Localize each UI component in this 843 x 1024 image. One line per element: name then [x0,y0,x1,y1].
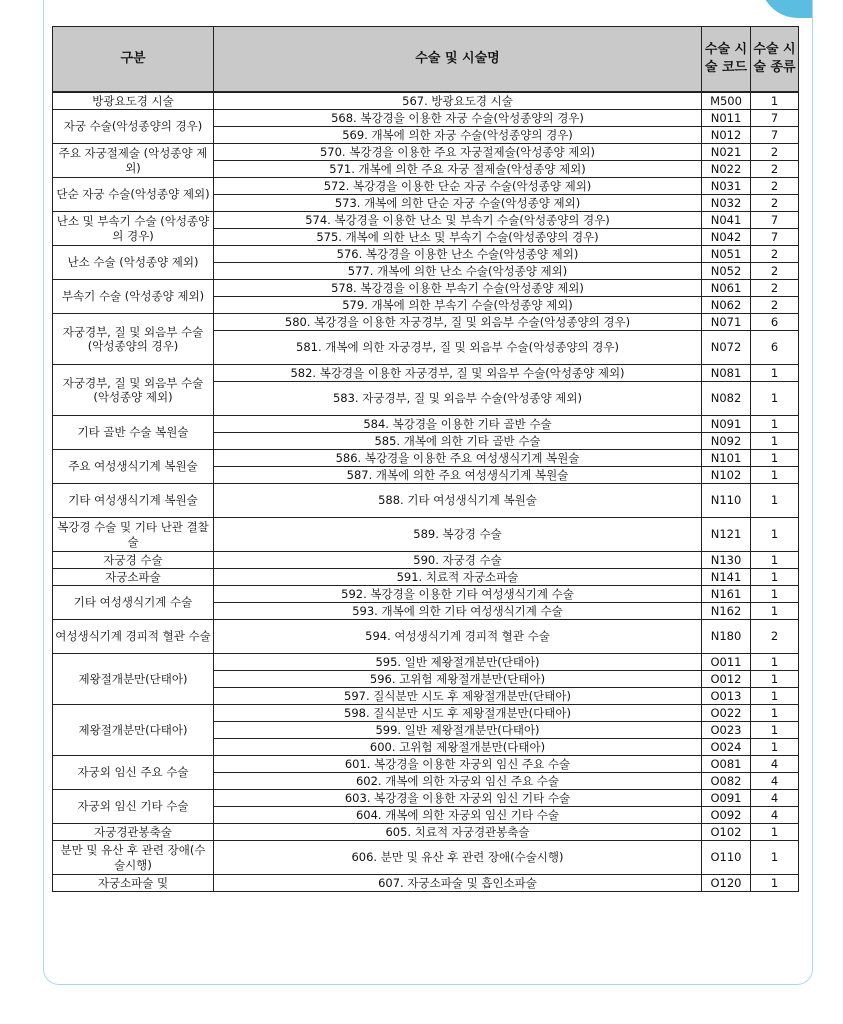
procedure-name-cell: 577. 개복에 의한 난소 수술(악성종양 제외) [214,263,702,280]
category-cell: 주요 여성생식기계 복원술 [53,450,214,484]
table-row [53,212,799,229]
category-cell: 자궁경 수술 [53,552,214,569]
procedure-kind-cell: 7 [751,212,799,229]
header-procedure-kind: 수술 시술 종류 [751,27,799,93]
procedure-kind-cell: 4 [751,756,799,773]
procedure-name-cell: 606. 분만 및 유산 후 관련 장애(수술시행) [214,841,702,875]
procedure-name-cell: 584. 복강경을 이용한 기타 골반 수술 [214,416,702,433]
category-cell: 자궁경부, 질 및 외음부 수술 (악성종양 제외) [53,365,214,416]
category-cell: 자궁경부, 질 및 외음부 수술 (악성종양의 경우) [53,314,214,365]
procedure-kind-cell: 1 [751,603,799,620]
procedure-kind-cell: 1 [751,484,799,518]
procedure-kind-cell: 1 [751,569,799,586]
procedure-name-cell: 570. 복강경을 이용한 주요 자궁절제술(악성종양 제외) [214,144,702,161]
procedure-code-cell: O012 [702,671,751,688]
procedure-code-cell: N051 [702,246,751,263]
procedure-code-cell: O102 [702,824,751,841]
procedure-code-cell: O082 [702,773,751,790]
category-cell: 자궁외 임신 기타 수술 [53,790,214,824]
table-row [53,569,799,586]
procedure-code-cell: O024 [702,739,751,756]
procedure-kind-cell: 1 [751,450,799,467]
procedure-name-cell: 581. 개복에 의한 자궁경부, 질 및 외음부 수술(악성종양의 경우) [214,331,702,365]
procedure-name-cell: 573. 개복에 의한 단순 자궁 수술(악성종양 제외) [214,195,702,212]
table-row [53,280,799,297]
table-row [53,756,799,773]
procedure-kind-cell: 2 [751,161,799,178]
procedure-code-cell: N011 [702,110,751,127]
procedure-code-cell: N102 [702,467,751,484]
table-row [53,484,799,518]
procedure-name-cell: 595. 일반 제왕절개분만(단태아) [214,654,702,671]
procedure-name-cell: 588. 기타 여성생식기계 복원술 [214,484,702,518]
procedure-code-cell: N092 [702,433,751,450]
table-row [53,620,799,654]
table-row [53,790,799,807]
procedure-name-cell: 576. 복강경을 이용한 난소 수술(악성종양 제외) [214,246,702,263]
procedure-kind-cell: 4 [751,790,799,807]
procedure-kind-cell: 1 [751,518,799,552]
category-cell: 주요 자궁절제술 (악성종양 제외) [53,144,214,178]
procedure-kind-cell: 1 [751,841,799,875]
procedure-code-cell: N042 [702,229,751,246]
procedure-code-cell: O091 [702,790,751,807]
procedure-kind-cell: 7 [751,110,799,127]
table-row [53,518,799,552]
category-cell: 복강경 수술 및 기타 난관 결찰술 [53,518,214,552]
procedure-code-cell: N062 [702,297,751,314]
procedure-name-cell: 607. 자궁소파술 및 흡인소파술 [214,875,702,892]
procedure-kind-cell: 1 [751,824,799,841]
procedure-code-cell: N022 [702,161,751,178]
procedure-name-cell: 601. 복강경을 이용한 자궁외 임신 주요 수술 [214,756,702,773]
procedure-name-cell: 605. 치료적 자궁경관봉축술 [214,824,702,841]
procedure-code-cell: N121 [702,518,751,552]
procedure-kind-cell: 2 [751,144,799,161]
procedure-code-cell: N071 [702,314,751,331]
table-row [53,705,799,722]
table-row [53,246,799,263]
procedure-kind-cell: 2 [751,246,799,263]
header-procedure-code: 수술 시술 코드 [702,27,751,93]
procedure-code-cell: N032 [702,195,751,212]
procedure-kind-cell: 4 [751,773,799,790]
procedure-code-cell: N101 [702,450,751,467]
category-cell: 자궁소파술 및 [53,875,214,892]
table-row [53,110,799,127]
category-cell: 기타 골반 수술 복원술 [53,416,214,450]
table-row [53,586,799,603]
category-cell: 제왕절개분만(다태아) [53,705,214,756]
category-cell: 단순 자궁 수술(악성종양 제외) [53,178,214,212]
procedure-name-cell: 571. 개복에 의한 주요 자궁 절제술(악성종양 제외) [214,161,702,178]
procedure-name-cell: 604. 개복에 의한 자궁외 임신 기타 수술 [214,807,702,824]
procedure-kind-cell: 6 [751,331,799,365]
procedure-name-cell: 596. 고위험 제왕절개분만(단태아) [214,671,702,688]
table-row [53,92,799,110]
procedure-code-cell: O023 [702,722,751,739]
procedure-code-cell: N180 [702,620,751,654]
table-row [53,416,799,433]
procedure-table [52,26,799,892]
category-cell: 제왕절개분만(단태아) [53,654,214,705]
procedure-kind-cell: 1 [751,382,799,416]
procedure-name-cell: 585. 개복에 의한 기타 골반 수술 [214,433,702,450]
procedure-name-cell: 587. 개복에 의한 주요 여성생식기계 복원술 [214,467,702,484]
procedure-code-cell: O110 [702,841,751,875]
procedure-name-cell: 599. 일반 제왕절개분만(다태아) [214,722,702,739]
category-cell: 부속기 수술 (악성종양 제외) [53,280,214,314]
procedure-code-cell: N041 [702,212,751,229]
procedure-name-cell: 598. 질식분만 시도 후 제왕절개분만(다태아) [214,705,702,722]
table-row [53,875,799,892]
procedure-kind-cell: 6 [751,314,799,331]
procedure-code-cell: N091 [702,416,751,433]
procedure-name-cell: 575. 개복에 의한 난소 및 부속기 수술(악성종양의 경우) [214,229,702,246]
table-row [53,654,799,671]
procedure-name-cell: 583. 자궁경부, 질 및 외음부 수술(악성종양 제외) [214,382,702,416]
table-row [53,178,799,195]
procedure-code-cell: O011 [702,654,751,671]
category-cell: 난소 수술 (악성종양 제외) [53,246,214,280]
procedure-kind-cell: 7 [751,229,799,246]
procedure-code-cell: M500 [702,92,751,110]
procedure-code-cell: O081 [702,756,751,773]
procedure-name-cell: 568. 복강경을 이용한 자궁 수술(악성종양의 경우) [214,110,702,127]
procedure-code-cell: N161 [702,586,751,603]
procedure-kind-cell: 1 [751,671,799,688]
procedure-name-cell: 580. 복강경을 이용한 자궁경부, 질 및 외음부 수술(악성종양의 경우) [214,314,702,331]
procedure-kind-cell: 2 [751,195,799,212]
procedure-name-cell: 578. 복강경을 이용한 부속기 수술(악성종양 제외) [214,280,702,297]
procedure-name-cell: 602. 개복에 의한 자궁외 임신 주요 수술 [214,773,702,790]
procedure-kind-cell: 1 [751,705,799,722]
procedure-code-cell: N052 [702,263,751,280]
procedure-name-cell: 590. 자궁경 수술 [214,552,702,569]
procedure-kind-cell: 2 [751,178,799,195]
procedure-kind-cell: 1 [751,875,799,892]
header-category: 구분 [53,27,214,93]
procedure-name-cell: 589. 복강경 수술 [214,518,702,552]
procedure-kind-cell: 1 [751,433,799,450]
category-cell: 여성생식기계 경피적 혈관 수술 [53,620,214,654]
table-row [53,450,799,467]
procedure-code-cell: N130 [702,552,751,569]
procedure-name-cell: 579. 개복에 의한 부속기 수술(악성종양 제외) [214,297,702,314]
procedure-name-cell: 572. 복강경을 이용한 단순 자궁 수술(악성종양 제외) [214,178,702,195]
procedure-kind-cell: 2 [751,620,799,654]
procedure-kind-cell: 1 [751,92,799,110]
procedure-name-cell: 603. 복강경을 이용한 자궁외 임신 기타 수술 [214,790,702,807]
category-cell: 자궁 수술(악성종양의 경우) [53,110,214,144]
procedure-kind-cell: 1 [751,654,799,671]
category-cell: 난소 및 부속기 수술 (악성종양의 경우) [53,212,214,246]
table-body [53,92,799,892]
procedure-code-cell: N072 [702,331,751,365]
procedure-code-cell: N061 [702,280,751,297]
category-cell: 방광요도경 시술 [53,92,214,110]
procedure-code-cell: N162 [702,603,751,620]
procedure-code-cell: N110 [702,484,751,518]
procedure-code-cell: O092 [702,807,751,824]
table-row [53,824,799,841]
procedure-name-cell: 567. 방광요도경 시술 [214,92,702,110]
procedure-name-cell: 591. 치료적 자궁소파술 [214,569,702,586]
procedure-kind-cell: 1 [751,365,799,382]
procedure-kind-cell: 7 [751,127,799,144]
procedure-name-cell: 594. 여성생식기계 경피적 혈관 수술 [214,620,702,654]
table-row [53,552,799,569]
procedure-name-cell: 597. 질식분만 시도 후 제왕절개분만(단태아) [214,688,702,705]
procedure-kind-cell: 2 [751,280,799,297]
table-row [53,365,799,382]
procedure-kind-cell: 2 [751,297,799,314]
procedure-name-cell: 569. 개복에 의한 자궁 수술(악성종양의 경우) [214,127,702,144]
procedure-kind-cell: 1 [751,688,799,705]
procedure-name-cell: 586. 복강경을 이용한 주요 여성생식기계 복원술 [214,450,702,467]
procedure-name-cell: 582. 복강경을 이용한 자궁경부, 질 및 외음부 수술(악성종양 제외) [214,365,702,382]
procedure-code-cell: O120 [702,875,751,892]
procedure-code-cell: N082 [702,382,751,416]
procedure-code-cell: O013 [702,688,751,705]
procedure-name-cell: 593. 개복에 의한 기타 여성생식기계 수술 [214,603,702,620]
procedure-name-cell: 600. 고위험 제왕절개분만(다태아) [214,739,702,756]
procedure-kind-cell: 2 [751,263,799,280]
procedure-code-cell: N031 [702,178,751,195]
procedure-name-cell: 574. 복강경을 이용한 난소 및 부속기 수술(악성종양의 경우) [214,212,702,229]
category-cell: 기타 여성생식기계 수술 [53,586,214,620]
procedure-kind-cell: 1 [751,739,799,756]
procedure-kind-cell: 4 [751,807,799,824]
category-cell: 자궁경관봉축술 [53,824,214,841]
procedure-kind-cell: 1 [751,467,799,484]
header-procedure-name: 수술 및 시술명 [214,27,702,93]
table-header-row [53,27,799,93]
category-cell: 자궁외 임신 주요 수술 [53,756,214,790]
table-row [53,314,799,331]
procedure-kind-cell: 1 [751,722,799,739]
procedure-kind-cell: 1 [751,586,799,603]
category-cell: 분만 및 유산 후 관련 장애(수술시행) [53,841,214,875]
table-row [53,841,799,875]
procedure-kind-cell: 1 [751,416,799,433]
procedure-code-cell: N012 [702,127,751,144]
procedure-code-cell: N021 [702,144,751,161]
procedure-name-cell: 592. 복강경을 이용한 기타 여성생식기계 수술 [214,586,702,603]
procedure-code-cell: N081 [702,365,751,382]
category-cell: 기타 여성생식기계 복원술 [53,484,214,518]
table-row [53,144,799,161]
category-cell: 자궁소파술 [53,569,214,586]
procedure-code-cell: O022 [702,705,751,722]
procedure-kind-cell: 1 [751,552,799,569]
procedure-code-cell: N141 [702,569,751,586]
